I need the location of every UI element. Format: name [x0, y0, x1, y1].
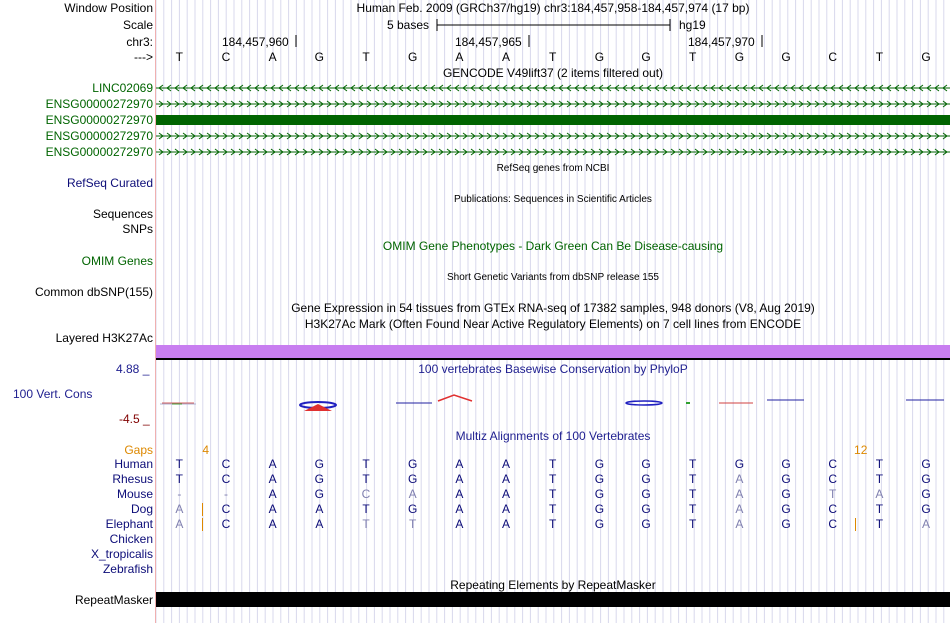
- gap-count: 12: [854, 443, 868, 457]
- publications-title: Publications: Sequences in Scientific Articles: [454, 194, 652, 205]
- alignment-base: A: [735, 472, 744, 486]
- reference-base: G: [408, 50, 418, 64]
- alignment-base: G: [408, 457, 418, 471]
- alignment-base: A: [502, 487, 511, 501]
- alignment-base: A: [455, 502, 464, 516]
- alignment-base: A: [502, 457, 511, 471]
- alignment-base: C: [828, 502, 838, 516]
- alignment-base: G: [594, 502, 605, 516]
- alignment-base: G: [641, 457, 651, 471]
- repeatmasker-title: Repeating Elements by RepeatMasker: [450, 578, 656, 592]
- alignment-base: T: [875, 457, 884, 471]
- reference-base: C: [828, 50, 838, 64]
- scale-value: 5 bases: [387, 18, 430, 32]
- repeatmasker-block: [156, 592, 950, 607]
- alignment-base: A: [408, 487, 417, 501]
- position-tick-1: 184,457,960: [222, 35, 289, 49]
- alignment-base: T: [549, 472, 557, 486]
- alignment-base: A: [502, 472, 511, 486]
- alignment-base: A: [268, 517, 277, 531]
- alignment-base: G: [781, 502, 791, 516]
- alignment-base: G: [921, 472, 931, 486]
- alignment-base: G: [408, 502, 418, 516]
- gencode-item-label[interactable]: ENSG00000272970: [45, 129, 153, 143]
- omim-title: OMIM Gene Phenotypes - Dark Green Can Be Disease-causing: [382, 239, 724, 253]
- alignment-base: A: [455, 517, 464, 531]
- h3k27ac-label[interactable]: Layered H3K27Ac: [55, 331, 153, 345]
- alignment-base: T: [175, 472, 183, 486]
- reference-base: C: [221, 50, 231, 64]
- snps-label[interactable]: SNPs: [122, 222, 153, 236]
- alignment-base: C: [221, 517, 231, 531]
- alignment-base: G: [781, 487, 791, 501]
- reference-base: G: [921, 50, 931, 64]
- alignment-base: A: [175, 517, 184, 531]
- alignment-base: T: [362, 472, 370, 486]
- scale-assembly: hg19: [679, 18, 706, 32]
- alignment-base: G: [641, 472, 651, 486]
- alignment-base: A: [502, 502, 511, 516]
- alignment-base: G: [314, 472, 325, 486]
- chrom-label: chr3:: [126, 35, 153, 49]
- reference-base: G: [594, 50, 605, 64]
- alignment-base: G: [314, 457, 325, 471]
- alignment-base: G: [594, 457, 605, 471]
- window-position-label: Window Position: [64, 1, 153, 15]
- position-tick-3: 184,457,970: [688, 35, 755, 49]
- reference-base: G: [734, 50, 745, 64]
- alignment-base: T: [689, 472, 697, 486]
- dbsnp-label[interactable]: Common dbSNP(155): [34, 285, 153, 299]
- alignment-base: A: [455, 487, 464, 501]
- alignment-base: G: [781, 472, 791, 486]
- alignment-base: A: [922, 517, 931, 531]
- alignment-base: T: [689, 487, 697, 501]
- alignment-base: T: [689, 457, 697, 471]
- reference-base: T: [362, 50, 370, 64]
- alignment-base: C: [221, 502, 231, 516]
- alignment-base: G: [641, 502, 651, 516]
- reference-base: T: [549, 50, 557, 64]
- gencode-item-label[interactable]: LINC02069: [92, 81, 153, 95]
- alignment-base: G: [781, 457, 791, 471]
- position-tick-2: 184,457,965: [455, 35, 522, 49]
- alignment-base: T: [549, 487, 557, 501]
- species-label[interactable]: Chicken: [109, 532, 153, 546]
- window-position-value: Human Feb. 2009 (GRCh37/hg19) chr3:184,457,958-184,457,974 (17 bp): [356, 1, 750, 15]
- alignment-base: C: [361, 487, 371, 501]
- species-label[interactable]: X_tropicalis: [90, 547, 153, 561]
- reference-base: T: [875, 50, 884, 64]
- alignment-base: C: [828, 472, 838, 486]
- alignment-base: A: [268, 457, 277, 471]
- alignment-base: G: [921, 487, 931, 501]
- gaps-label: Gaps: [124, 443, 153, 457]
- alignment-base: -: [177, 487, 182, 501]
- reference-base: G: [641, 50, 651, 64]
- gencode-item-label[interactable]: ENSG00000272970: [45, 145, 153, 159]
- alignment-base: G: [781, 517, 791, 531]
- h3k27ac-title: H3K27Ac Mark (Often Found Near Active Regulatory Elements) on 7 cell lines from ENCODE: [304, 317, 802, 331]
- species-label[interactable]: Dog: [130, 502, 153, 516]
- alignment-base: G: [594, 472, 605, 486]
- phylop-title: 100 vertebrates Basewise Conservation by PhyloP: [418, 362, 688, 376]
- gap-count: 4: [202, 443, 209, 457]
- alignment-base: T: [875, 472, 884, 486]
- refseq-label[interactable]: RefSeq Curated: [66, 176, 153, 190]
- alignment-base: C: [221, 472, 231, 486]
- alignment-base: A: [175, 502, 184, 516]
- alignment-base: T: [362, 457, 370, 471]
- gencode-item-label[interactable]: ENSG00000272970: [45, 113, 153, 127]
- species-label[interactable]: Elephant: [105, 517, 153, 531]
- dbsnp-title: Short Genetic Variants from dbSNP release 155: [447, 272, 659, 283]
- reference-base: T: [175, 50, 183, 64]
- alignment-base: G: [641, 517, 651, 531]
- alignment-base: A: [268, 502, 277, 516]
- gencode-title: GENCODE V49lift37 (2 items filtered out): [442, 66, 664, 80]
- alignment-base: A: [268, 472, 277, 486]
- position-ticks: [0, 33, 950, 49]
- alignment-base: A: [735, 517, 744, 531]
- insertion-marker: [855, 518, 856, 531]
- gencode-feature[interactable]: [156, 114, 950, 126]
- sequences-label[interactable]: Sequences: [92, 207, 153, 221]
- strand-label: --->: [134, 50, 153, 64]
- alignment-base: A: [455, 472, 464, 486]
- alignment-base: A: [502, 517, 511, 531]
- alignment-base: G: [408, 472, 418, 486]
- alignment-base: T: [362, 502, 370, 516]
- alignment-base: A: [875, 487, 884, 501]
- scale-bar: [436, 17, 672, 33]
- species-label[interactable]: Rhesus: [112, 472, 153, 486]
- insertion-marker: [202, 503, 203, 516]
- reference-base: A: [455, 50, 464, 64]
- alignment-base: A: [735, 487, 744, 501]
- phylop-max: 4.88 _: [116, 362, 150, 376]
- alignment-base: T: [549, 502, 557, 516]
- alignment-base: C: [828, 517, 838, 531]
- alignment-base: -: [224, 487, 228, 501]
- phylop-conservation-plot: [156, 392, 950, 416]
- gencode-feature[interactable]: [156, 146, 950, 158]
- alignment-base: T: [689, 502, 697, 516]
- alignment-base: T: [549, 517, 557, 531]
- alignment-base: T: [175, 457, 183, 471]
- refseq-title: RefSeq genes from NCBI: [496, 163, 610, 174]
- phylop-label[interactable]: 100 Vert. Cons: [13, 387, 93, 401]
- alignment-base: T: [549, 457, 557, 471]
- alignment-base: A: [315, 502, 324, 516]
- gencode-feature[interactable]: [156, 82, 950, 94]
- alignment-base: T: [875, 502, 884, 516]
- alignment-base: G: [921, 457, 931, 471]
- alignment-base: A: [455, 457, 464, 471]
- multiz-title: Multiz Alignments of 100 Vertebrates: [455, 429, 651, 443]
- reference-base: A: [268, 50, 277, 64]
- gencode-feature[interactable]: [156, 130, 950, 142]
- alignment-base: G: [314, 487, 325, 501]
- alignment-base: G: [921, 502, 931, 516]
- alignment-base: A: [315, 517, 324, 531]
- insertion-marker: [202, 518, 203, 531]
- alignment-base: T: [829, 487, 837, 501]
- alignment-base: T: [875, 517, 884, 531]
- repeatmasker-label[interactable]: RepeatMasker: [74, 593, 153, 607]
- h3k27ac-signal: [156, 345, 950, 360]
- reference-base: A: [502, 50, 511, 64]
- gencode-item-label[interactable]: ENSG00000272970: [45, 97, 153, 111]
- species-label[interactable]: Zebrafish: [102, 562, 153, 576]
- alignment-base: G: [594, 517, 605, 531]
- omim-label[interactable]: OMIM Genes: [81, 254, 153, 268]
- alignment-base: G: [641, 487, 651, 501]
- alignment-base: T: [362, 517, 370, 531]
- alignment-base: G: [594, 487, 605, 501]
- alignment-base: A: [735, 502, 744, 516]
- scale-label: Scale: [122, 18, 153, 32]
- gencode-feature[interactable]: [156, 98, 950, 110]
- alignment-base: C: [221, 457, 231, 471]
- reference-base: G: [781, 50, 791, 64]
- alignment-base: T: [689, 517, 697, 531]
- phylop-min: -4.5 _: [119, 412, 150, 426]
- alignment-base: C: [828, 457, 838, 471]
- reference-base: T: [689, 50, 697, 64]
- alignment-base: G: [734, 457, 745, 471]
- gtex-title: Gene Expression in 54 tissues from GTEx RNA-seq of 17382 samples, 948 donors (V8, Aug 2019): [291, 301, 815, 315]
- alignment-base: T: [409, 517, 417, 531]
- alignment-base: A: [268, 487, 277, 501]
- species-label[interactable]: Human: [114, 457, 153, 471]
- reference-base: G: [314, 50, 325, 64]
- species-label[interactable]: Mouse: [116, 487, 153, 501]
